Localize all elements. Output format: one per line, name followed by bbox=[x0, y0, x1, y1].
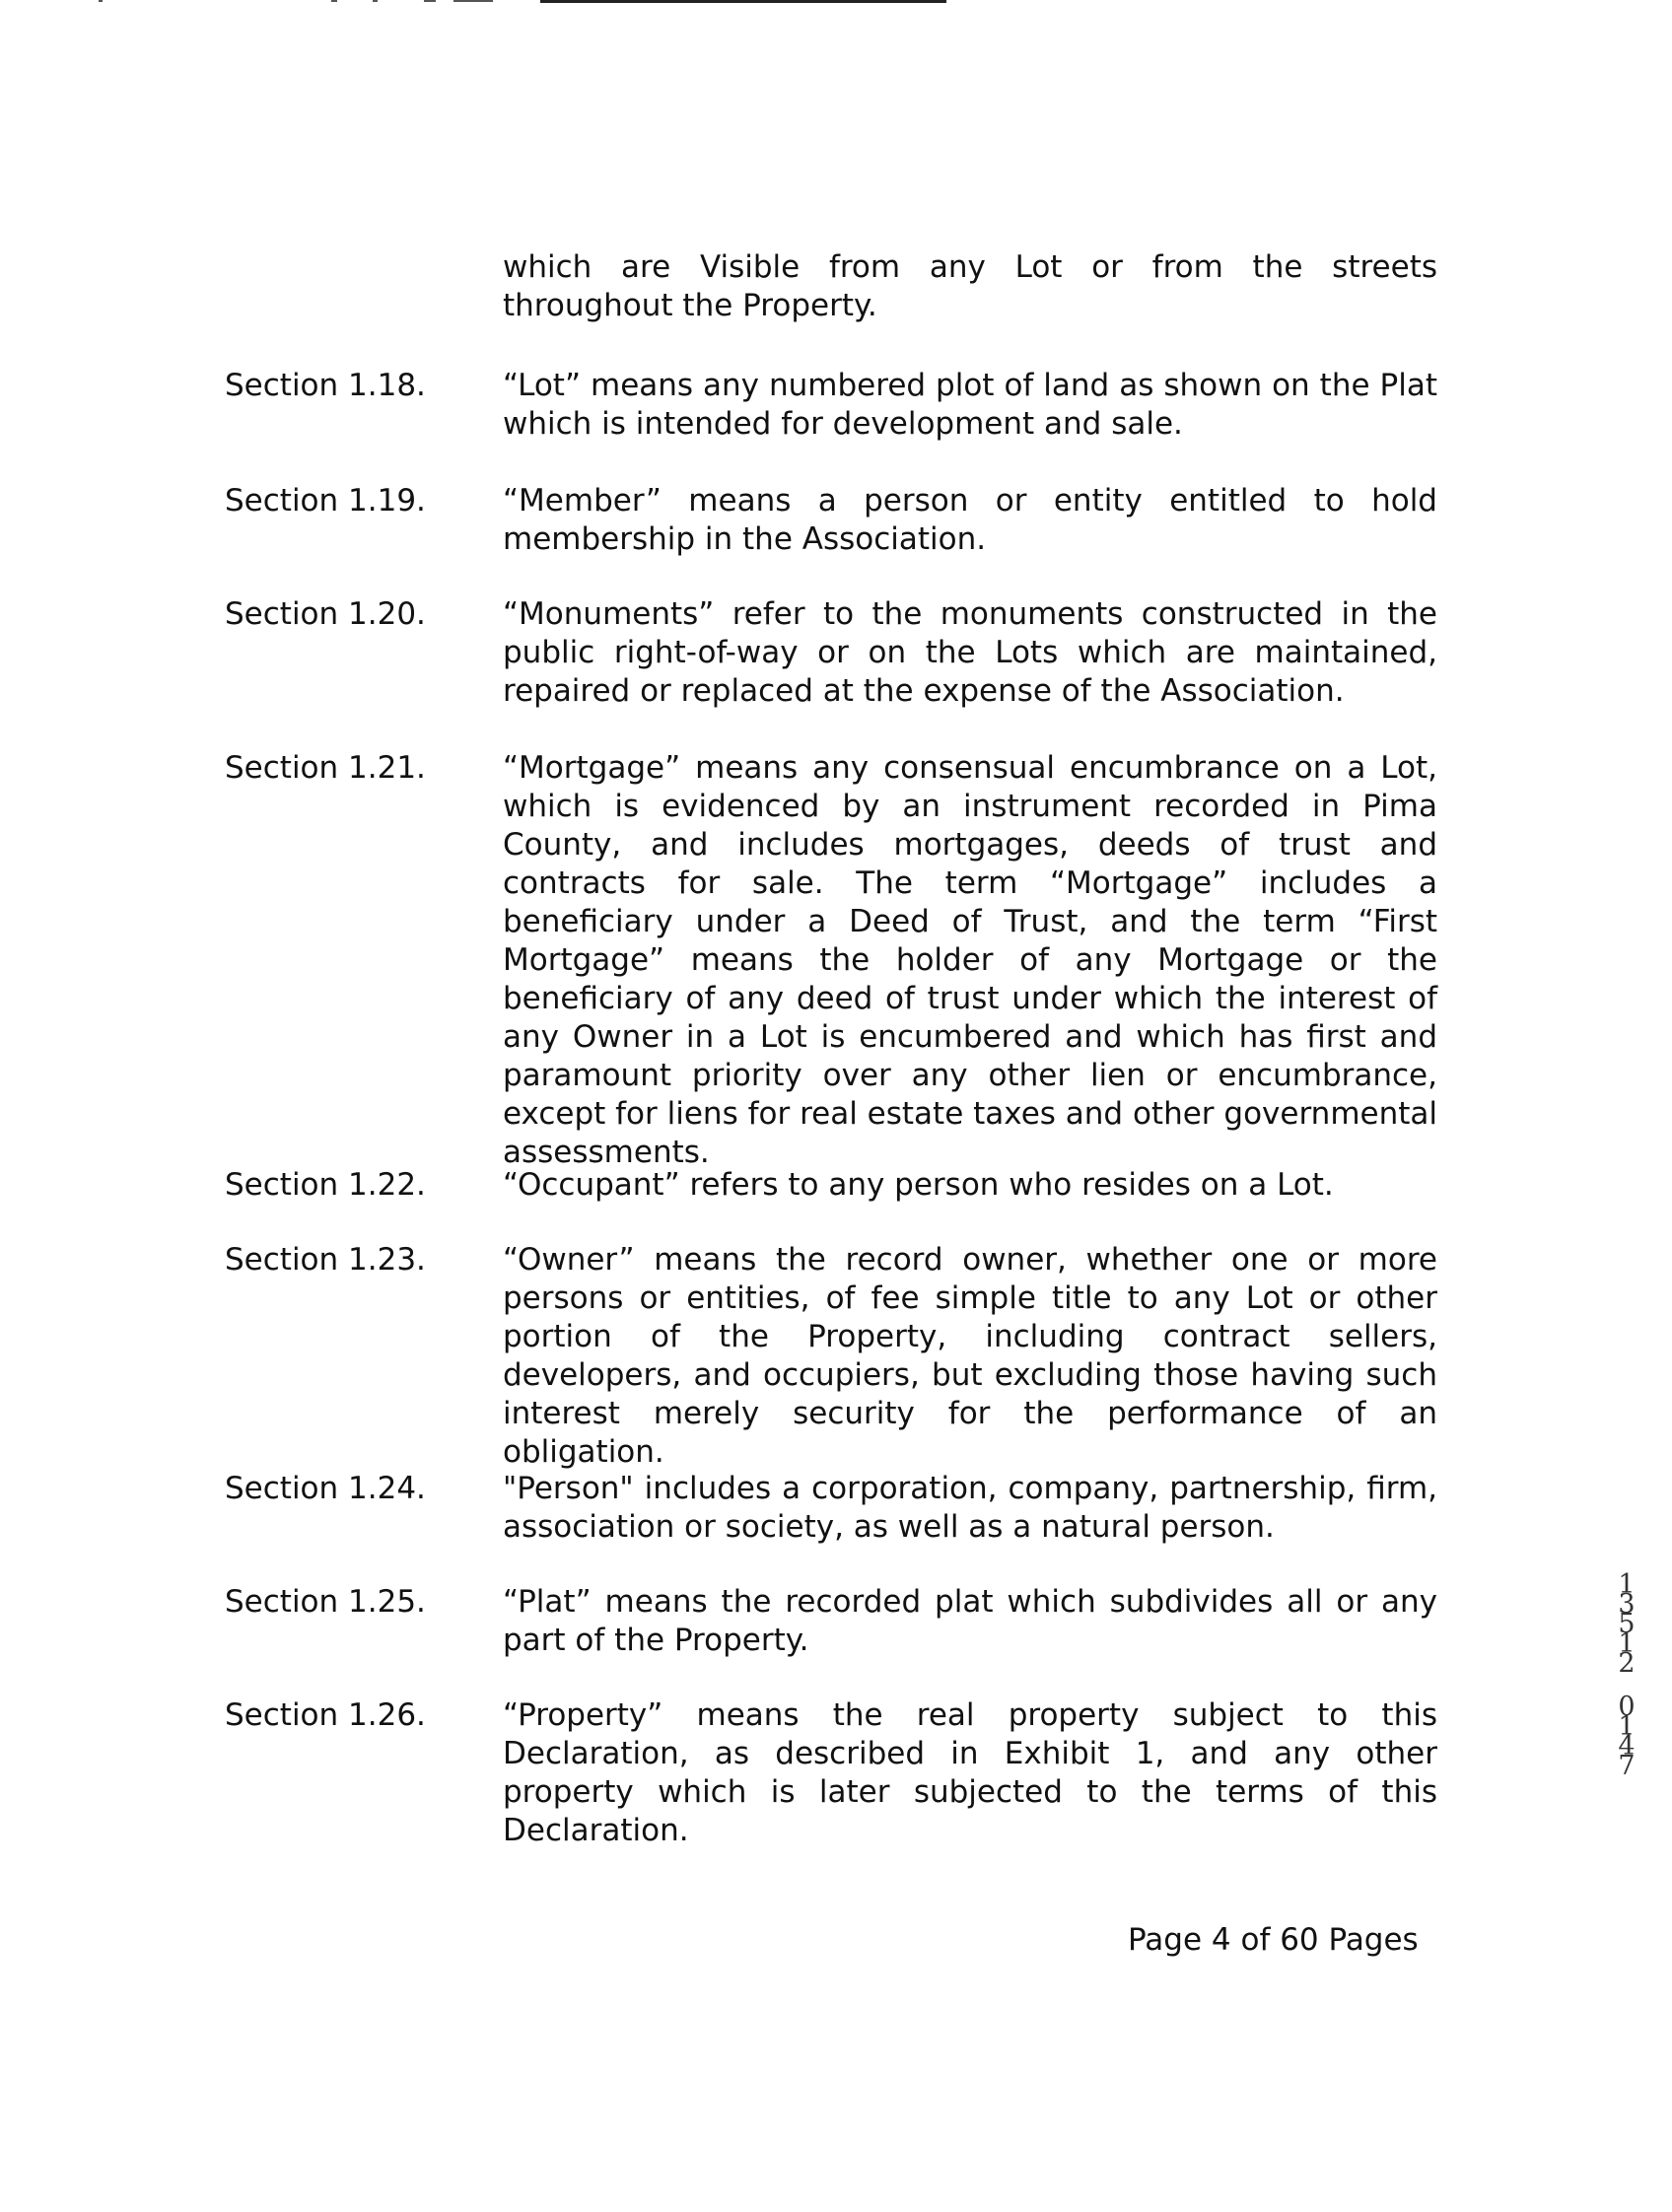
page-number: Page 4 of 60 Pages bbox=[1128, 1922, 1419, 1958]
section-text: “Member” means a person or entity entitled to hold membership in the Association. bbox=[503, 483, 1437, 557]
section-1-26 bbox=[225, 1696, 1437, 1850]
section-label: Section 1.21. bbox=[225, 750, 426, 786]
stamp-book: 1 3 5 1 2 bbox=[1618, 1569, 1636, 1679]
section-text: “Owner” means the record owner, whether one or more persons or entities, of fee simple title to any Lot or other portion of the Property, including contract sellers, developers, and occupiers, but excluding those having such interest merely security for the performance of an obligation. bbox=[503, 1242, 1437, 1470]
section-label: Section 1.24. bbox=[225, 1471, 426, 1506]
section-label: Section 1.23. bbox=[225, 1242, 426, 1278]
section-text: “Mortgage” means any consensual encumbrance on a Lot, which is evidenced by an instrument recorded in Pima County, and includes mortgages, deeds of trust and contracts for sale. The term “Mortgage” includes a beneficiary under a Deed of Trust, and the term “First Mortgage” means the holder of any Mortgage or the beneficiary of any deed of trust under which the interest of any Owner in a Lot is encumbered and which has first and paramount priority over any other lien or encumbrance, except for liens for real estate taxes and other governmental assessments. bbox=[503, 750, 1437, 1170]
recording-stamp bbox=[1613, 1569, 1640, 1781]
section-text: “Occupant” refers to any person who resides on a Lot. bbox=[503, 1167, 1334, 1203]
section-label: Section 1.18. bbox=[225, 368, 426, 403]
section-text: “Lot” means any numbered plot of land as shown on the Plat which is intended for development and sale. bbox=[503, 368, 1437, 442]
section-1-23 bbox=[225, 1241, 1437, 1472]
section-label: Section 1.19. bbox=[225, 483, 426, 518]
section-1-20 bbox=[225, 595, 1437, 711]
scan-artifact bbox=[99, 0, 532, 3]
section-label: Section 1.25. bbox=[225, 1584, 426, 1620]
section-1-25 bbox=[225, 1583, 1437, 1660]
section-text: “Property” means the real property subject to this Declaration, as described in Exhibit 1, and any other property which is later subjected to the terms of this Declaration. bbox=[503, 1697, 1437, 1848]
section-1-21 bbox=[225, 749, 1437, 1172]
section-text: “Monuments” refer to the monuments constructed in the public right-of-way or on the Lots which are maintained, repaired or replaced at the expense of the Association. bbox=[503, 596, 1437, 709]
stamp-page: 0 1 4 7 bbox=[1618, 1692, 1636, 1781]
section-1-24 bbox=[225, 1470, 1437, 1547]
section-label: Section 1.20. bbox=[225, 596, 426, 632]
section-text: "Person" includes a corporation, company, partnership, firm, association or society, as well as a natural person. bbox=[503, 1471, 1437, 1545]
section-text: “Plat” means the recorded plat which subdivides all or any part of the Property. bbox=[503, 1584, 1437, 1658]
top-rule bbox=[540, 0, 946, 3]
continuation-paragraph: which are Visible from any Lot or from the streets throughout the Property. bbox=[503, 249, 1437, 323]
section-label: Section 1.26. bbox=[225, 1697, 426, 1733]
section-label: Section 1.22. bbox=[225, 1167, 426, 1203]
section-1-19 bbox=[225, 482, 1437, 559]
section-1-18 bbox=[225, 367, 1437, 444]
section-1-22 bbox=[225, 1166, 1437, 1205]
